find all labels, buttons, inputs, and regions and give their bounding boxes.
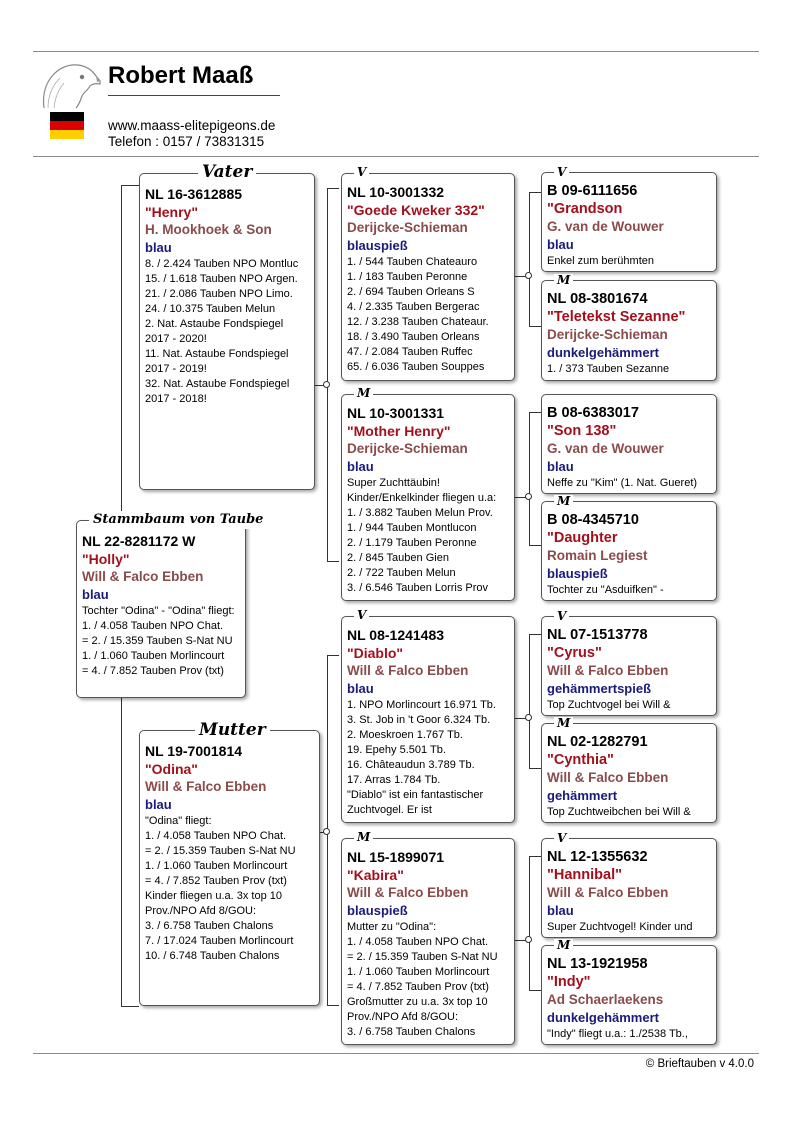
mmf-label: V <box>554 832 569 844</box>
info-line: = 4. / 7.852 Tauben Prov (txt) <box>347 981 489 993</box>
pigeon-color: blau <box>547 903 574 918</box>
tree-line-subject-mother <box>121 698 122 1006</box>
pigeon-name: "Kabira" <box>347 867 404 883</box>
pigeon-name: "Cynthia" <box>547 752 614 768</box>
mm-card[interactable] <box>341 838 515 1045</box>
pigeon-name: "Hannibal" <box>547 867 622 883</box>
info-line: 2. / 1.179 Tauben Peronne <box>347 537 477 549</box>
info-line: = 2. / 15.359 Tauben S-Nat NU <box>347 951 498 963</box>
info-line: Super Zuchttäubin! <box>347 477 440 489</box>
ff-label: V <box>354 166 369 178</box>
info-line: 21. / 2.086 Tauben NPO Limo. <box>145 288 293 300</box>
breeder-name: G. van de Wouwer <box>547 219 664 234</box>
info-line: 15. / 1.618 Tauben NPO Argen. <box>145 273 298 285</box>
pigeon-name: "Cyrus" <box>547 645 602 661</box>
pedigree-label: Stammbaum von Taube <box>89 511 267 529</box>
info-line: 1. / 373 Tauben Sezanne <box>547 363 670 375</box>
connector-mm <box>525 936 532 943</box>
info-line: 8. / 2.424 Tauben NPO Montluc <box>145 258 299 270</box>
info-line: 65. / 6.036 Tauben Souppes <box>347 361 485 373</box>
info-line: 17. Arras 1.784 Tb. <box>347 774 441 786</box>
ffm-card[interactable] <box>541 280 717 381</box>
mother-card[interactable] <box>139 730 320 1006</box>
fff-label: V <box>554 166 569 178</box>
website-text: www.maass-elitepigeons.de <box>108 118 276 133</box>
tree-line-father-stub <box>121 185 139 186</box>
breeder-name: Ad Schaerlaekens <box>547 992 664 1007</box>
ring-number: NL 08-3801674 <box>547 291 648 307</box>
info-line: Neffe zu "Kim" (1. Nat. Gueret) <box>547 477 698 489</box>
mm-label: M <box>354 831 373 843</box>
connector-mf <box>525 714 532 721</box>
info-line: 2017 - 2019! <box>145 363 207 375</box>
ffm-label: M <box>554 274 573 286</box>
info-line: 1. / 1.060 Tauben Morlincourt <box>145 860 288 872</box>
info-line: = 4. / 7.852 Tauben Prov (txt) <box>82 665 224 677</box>
tree-line-mff-stub <box>529 634 541 635</box>
breeder-name: Will & Falco Ebben <box>547 885 669 900</box>
pigeon-color: blau <box>145 797 172 812</box>
pigeon-color: gehämmert <box>547 788 618 803</box>
info-line: 1. NPO Morlincourt 16.971 Tb. <box>347 699 496 711</box>
pigeon-color: blau <box>145 240 172 255</box>
info-line: 1. / 1.060 Tauben Morlincourt <box>347 966 490 978</box>
info-line: Kinder fliegen u.a. 3x top 10 <box>145 890 282 902</box>
tree-line-mm-stub <box>327 1005 339 1006</box>
pigeon-color: gehämmertspieß <box>547 681 652 696</box>
ring-number: NL 10-3001332 <box>347 184 445 200</box>
info-line: 7. / 17.024 Tauben Morlincourt <box>145 935 294 947</box>
info-line: 4. / 2.335 Tauben Bergerac <box>347 301 480 313</box>
tree-line-ffm-stub <box>529 326 541 327</box>
tree-line-mm-vertical <box>529 856 530 991</box>
flag-stripe-red <box>50 121 84 130</box>
info-line: = 2. / 15.359 Tauben S-Nat NU <box>145 845 296 857</box>
mf-label: V <box>354 609 369 621</box>
ring-number: NL 22-8281172 W <box>82 533 196 549</box>
info-line: Prov./NPO Afd 8/GOU: <box>145 905 257 917</box>
fmf-card[interactable] <box>541 394 717 494</box>
info-line: 47. / 2.084 Tauben Ruffec <box>347 346 473 358</box>
info-line: Super Zuchtvogel! Kinder und <box>547 921 693 933</box>
mff-card[interactable] <box>541 616 717 716</box>
pigeon-color: dunkelgehämmert <box>547 1010 659 1025</box>
top-rule <box>33 51 759 52</box>
info-line: 3. / 6.546 Tauben Lorris Prov <box>347 582 489 594</box>
connector-fm <box>525 493 532 500</box>
breeder-name: Will & Falco Ebben <box>547 770 669 785</box>
info-line: "Diablo" ist ein fantastischer <box>347 789 484 801</box>
pigeon-name: "Daughter <box>547 530 618 546</box>
pigeon-name: "Grandson <box>547 201 623 217</box>
info-line: 1. / 544 Tauben Chateauro <box>347 256 478 268</box>
mmf-card[interactable] <box>541 838 717 938</box>
breeder-name: Derijcke-Schieman <box>347 441 468 456</box>
pigeon-head-icon <box>38 58 102 110</box>
tree-line-mother-stub <box>121 1006 139 1007</box>
info-line: = 2. / 15.359 Tauben S-Nat NU <box>82 635 233 647</box>
ring-number: NL 15-1899071 <box>347 849 445 865</box>
info-line: = 4. / 7.852 Tauben Prov (txt) <box>145 875 287 887</box>
mfm-card[interactable] <box>541 723 717 823</box>
father-card[interactable] <box>139 173 315 490</box>
pigeon-name: "Son 138" <box>547 423 617 439</box>
connector-mother <box>323 828 330 835</box>
ring-number: NL 12-1355632 <box>547 849 648 865</box>
breeder-name: G. van de Wouwer <box>547 441 664 456</box>
info-line: 1. / 4.058 Tauben NPO Chat. <box>145 830 287 842</box>
pigeon-color: blau <box>547 237 574 252</box>
flag-stripe-black <box>50 112 84 121</box>
mfm-label: M <box>554 717 573 729</box>
breeder-name: Will & Falco Ebben <box>347 885 469 900</box>
ring-number: B 09-6111656 <box>547 183 638 199</box>
breeder-name: Will & Falco Ebben <box>145 779 267 794</box>
info-line: 2. Nat. Astaube Fondspiegel <box>145 318 284 330</box>
ring-number: NL 10-3001331 <box>347 405 445 421</box>
subject-card[interactable] <box>76 520 246 698</box>
pigeon-name: "Indy" <box>547 974 591 990</box>
info-line: Top Zuchtweibchen bei Will & <box>547 806 691 818</box>
mff-label: V <box>554 610 569 622</box>
info-line: Kinder/Enkelkinder fliegen u.a: <box>347 492 497 504</box>
ring-number: NL 16-3612885 <box>145 186 243 202</box>
breeder-name: Derijcke-Schieman <box>547 327 668 342</box>
info-line: Zuchtvogel. Er ist <box>347 804 432 816</box>
ring-number: NL 07-1513778 <box>547 627 648 643</box>
pigeon-color: blauspieß <box>347 903 408 918</box>
fmm-label: M <box>554 495 573 507</box>
tree-line-mmf-stub <box>529 856 541 857</box>
info-line: 3. / 6.758 Tauben Chalons <box>347 1026 476 1038</box>
tree-line-fm-vertical <box>529 412 530 546</box>
breeder-name: Will & Falco Ebben <box>82 569 204 584</box>
pigeon-color: blau <box>82 587 109 602</box>
info-line: 2017 - 2020! <box>145 333 207 345</box>
pigeon-name: "Mother Henry" <box>347 423 451 439</box>
tree-line-mmm-stub <box>529 990 541 991</box>
info-line: 2. / 722 Tauben Melun <box>347 567 456 579</box>
info-line: 2017 - 2018! <box>145 393 207 405</box>
mother-label: Mutter <box>195 721 270 739</box>
ring-number: B 08-4345710 <box>547 512 639 528</box>
fmm-card[interactable] <box>541 501 717 601</box>
pigeon-name: "Odina" <box>145 761 198 777</box>
owner-name: Robert Maaß <box>108 62 254 89</box>
mmm-card[interactable] <box>541 945 717 1045</box>
father-label: Vater <box>198 163 256 181</box>
info-line: 16. Châteaudun 3.789 Tb. <box>347 759 475 771</box>
germany-flag-icon <box>50 112 84 139</box>
info-line: 11. Nat. Astaube Fondspiegel <box>145 348 289 360</box>
breeder-name: H. Mookhoek & Son <box>145 222 272 237</box>
header-rule <box>33 156 759 157</box>
info-line: 2. Moeskroen 1.767 Tb. <box>347 729 463 741</box>
tree-line-ff-stub <box>327 188 339 189</box>
tree-line-fmm-stub <box>529 545 541 546</box>
info-line: "Odina" fliegt: <box>145 815 212 827</box>
tree-line-mf-stub <box>327 655 339 656</box>
info-line: 1. / 3.882 Tauben Melun Prov. <box>347 507 493 519</box>
fff-card[interactable] <box>541 172 717 272</box>
pigeon-color: blauspieß <box>547 566 608 581</box>
breeder-name: Will & Falco Ebben <box>347 663 469 678</box>
pigeon-color: blauspieß <box>347 238 408 253</box>
pigeon-name: "Teletekst Sezanne" <box>547 309 686 325</box>
owner-name-underline <box>108 95 280 96</box>
info-line: 1. / 183 Tauben Peronne <box>347 271 468 283</box>
pigeon-color: blau <box>347 681 374 696</box>
fm-label: M <box>354 387 373 399</box>
tree-line-mfm-stub <box>529 768 541 769</box>
info-line: 2. / 845 Tauben Gien <box>347 552 449 564</box>
info-line: Enkel zum berühmten <box>547 255 654 267</box>
info-line: 19. Epehy 5.501 Tb. <box>347 744 446 756</box>
breeder-name: Will & Falco Ebben <box>547 663 669 678</box>
pigeon-color: dunkelgehämmert <box>547 345 659 360</box>
breeder-name: Derijcke-Schieman <box>347 220 468 235</box>
info-line: 12. / 3.238 Tauben Chateaur. <box>347 316 489 328</box>
ring-number: NL 13-1921958 <box>547 956 648 972</box>
info-line: 3. St. Job in 't Goor 6.324 Tb. <box>347 714 491 726</box>
info-line: 32. Nat. Astaube Fondspiegel <box>145 378 290 390</box>
pigeon-name: "Goede Kweker 332" <box>347 202 485 218</box>
info-line: 18. / 3.490 Tauben Orleans <box>347 331 480 343</box>
info-line: 3. / 6.758 Tauben Chalons <box>145 920 274 932</box>
info-line: 1. / 1.060 Tauben Morlincourt <box>82 650 225 662</box>
connector-father <box>323 381 330 388</box>
pigeon-name: "Henry" <box>145 204 198 220</box>
footer-rule <box>33 1053 759 1054</box>
info-line: Großmutter zu u.a. 3x top 10 <box>347 996 488 1008</box>
mmm-label: M <box>554 939 573 951</box>
info-line: 1. / 944 Tauben Montlucon <box>347 522 477 534</box>
tree-line-fmf-stub <box>529 412 541 413</box>
info-line: 10. / 6.748 Tauben Chalons <box>145 950 280 962</box>
tree-line-fm-stub <box>327 561 339 562</box>
flag-stripe-gold <box>50 130 84 139</box>
pigeon-color: blau <box>547 459 574 474</box>
ring-number: NL 08-1241483 <box>347 627 445 643</box>
ring-number: B 08-6383017 <box>547 405 639 421</box>
info-line: Tochter zu "Asduifken" - <box>547 584 664 596</box>
pigeon-name: "Holly" <box>82 551 130 567</box>
info-line: Mutter zu "Odina": <box>347 921 437 933</box>
tree-line-father-vertical <box>327 188 328 562</box>
info-line: 2. / 694 Tauben Orleans S <box>347 286 475 298</box>
info-line: Top Zuchtvogel bei Will & <box>547 699 671 711</box>
ring-number: NL 02-1282791 <box>547 734 648 750</box>
info-line: Prov./NPO Afd 8/GOU: <box>347 1011 459 1023</box>
phone-text: Telefon : 0157 / 73831315 <box>108 134 265 149</box>
tree-line-ff-vertical <box>529 192 530 327</box>
info-line: Tochter "Odina" - "Odina" fliegt: <box>82 605 235 617</box>
pigeon-color: blau <box>347 459 374 474</box>
footer-copyright: © Brieftauben v 4.0.0 <box>645 1058 754 1070</box>
pigeon-name: "Diablo" <box>347 645 404 661</box>
tree-line-mf-vertical <box>529 634 530 769</box>
connector-ff <box>525 272 532 279</box>
fm-card[interactable] <box>341 394 515 601</box>
ff-card[interactable] <box>341 173 515 381</box>
tree-line-fff-stub <box>529 192 541 193</box>
info-line: 1. / 4.058 Tauben NPO Chat. <box>347 936 489 948</box>
info-line: "Indy" fliegt u.a.: 1./2538 Tb., <box>547 1028 688 1040</box>
mf-card[interactable] <box>341 616 515 823</box>
breeder-name: Romain Legiest <box>547 548 648 563</box>
ring-number: NL 19-7001814 <box>145 743 243 759</box>
info-line: 1. / 4.058 Tauben NPO Chat. <box>82 620 224 632</box>
tree-line-subject-father <box>121 185 122 520</box>
info-line: 24. / 10.375 Tauben Melun <box>145 303 276 315</box>
